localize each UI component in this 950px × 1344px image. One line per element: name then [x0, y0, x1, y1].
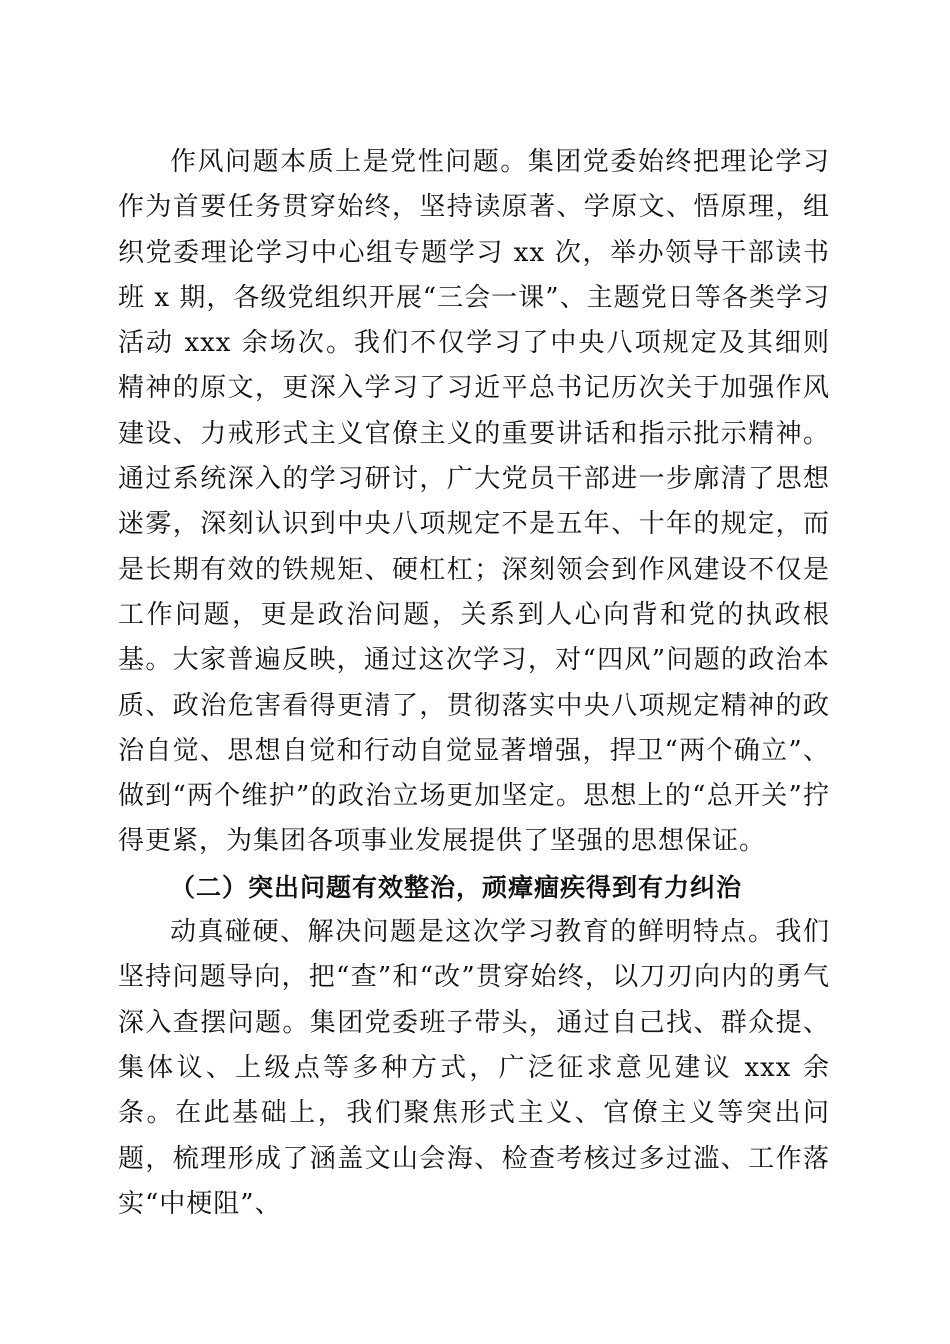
body-paragraph-1: 作风问题本质上是党性问题。集团党委始终把理论学习作为首要任务贯穿始终，坚持读原著、学原文、悟原理，组织党委理论学习中心组专题学习 xx 次，举办领导干部读书班 x 期，各级党组织开展“三会一课”、主题党日等各类学习活动 xxx 余场次。我们不仅学习了中央八项规定及其细则精神的原文，更深入学习了习近平总书记历次关于加强作风建设、力戒形式主义官僚主义的重要讲话和指示批示精神。通过系统深入的学习研讨，广大党员干部进一步廓清了思想迷雾，深刻认识到中央八项规定不是五年、十年的规定，而是长期有效的铁规矩、硬杠杠；深刻领会到作风建设不仅是工作问题，更是政治问题，关系到人心向背和党的执政根基。大家普遍反映，通过这次学习，对“四风”问题的政治本质、政治危害看得更清了，贯彻落实中央八项规定精神的政治自觉、思想自觉和行动自觉显著增强，捍卫“两个确立”、做到“两个维护”的政治立场更加坚定。思想上的“总开关”拧得更紧，为集团各项事业发展提供了坚强的思想保证。: [118, 147, 830, 857]
body-paragraph-2: 动真碰硬、解决问题是这次学习教育的鲜明特点。我们坚持问题导向，把“查”和“改”贯穿始终，以刀刃向内的勇气深入查摆问题。集团党委班子带头，通过自己找、群众提、集体议、上级点等多种方式，广泛征求意见建议 xxx 余条。在此基础上，我们聚焦形式主义、官僚主义等突出问题，梳理形成了涵盖文山会海、检查考核过多过滥、工作落实“中梗阻”、: [118, 917, 830, 1219]
document-body: [118, 140, 830, 1227]
section-heading-2: （二）突出问题有效整治，顽瘴痼疾得到有力纠治: [170, 872, 743, 902]
